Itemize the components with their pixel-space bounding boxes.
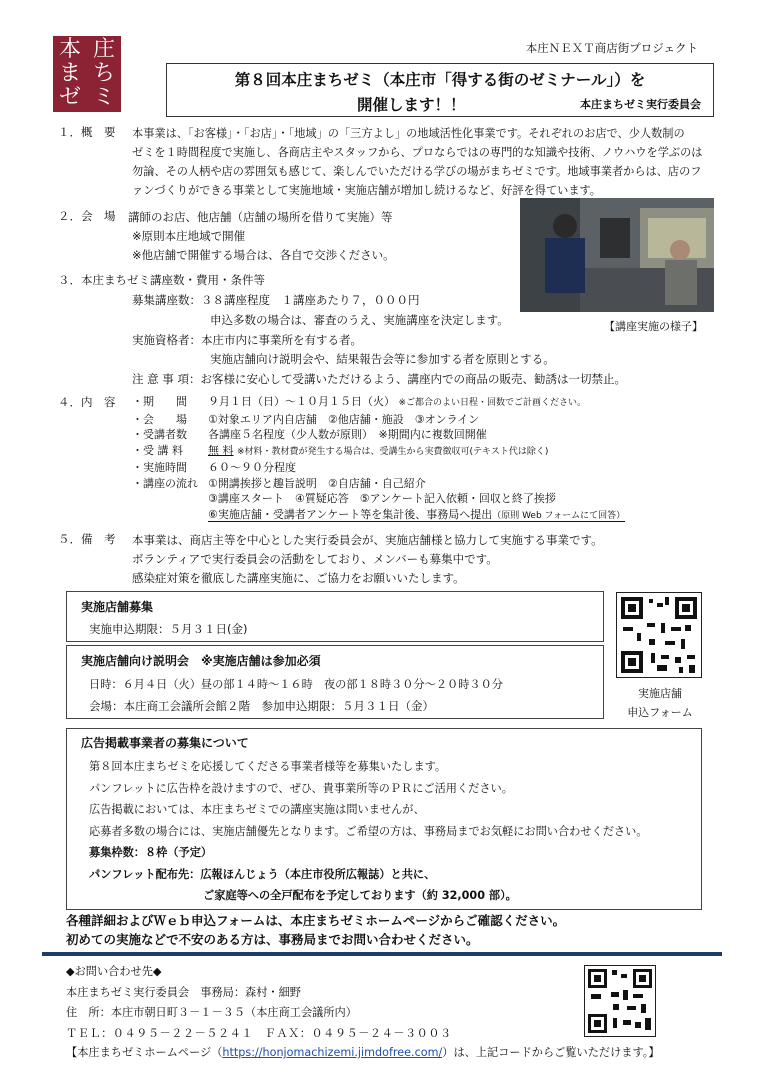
fee-value: 無 料 — [208, 443, 234, 457]
homepage-prefix: 【本庄まちゼミホームページ（ — [66, 1046, 223, 1059]
project-name: 本庄ＮＥＸＴ商店街プロジェクト — [525, 41, 698, 55]
section-1-line: ァンづくりができる事業として実施地域・実施店舗が増加し続けるなど、好評を得ています。 — [132, 184, 601, 197]
section-5-number: ５．備 考 — [58, 532, 116, 546]
section-1-line: 勿論、その人柄や店の雰囲気も感じて、楽しんでいただける学びの場がまちゼミです。地域事業者からは、店のフ — [132, 165, 702, 178]
section-3-line: 注 意 事 項：お客様に安心して受講いただけるよう、講座内での商品の販売、勧誘は一切禁止。 — [132, 372, 626, 386]
section-5-line: 本事業は、商店主等を中心とした実行委員会が、実施店舗様と協力して実施する事業です。 — [132, 533, 603, 547]
seminar-photo — [520, 198, 714, 312]
section-5-line: ボランティアで実行委員会の活動をしており、メンバーも募集中です。 — [132, 552, 498, 566]
section-1-number: １．概 要 — [58, 125, 116, 139]
homepage-suffix: ）は、上記コードからご覧いただけます。】 — [442, 1046, 660, 1059]
section-2-body — [128, 208, 395, 265]
ads-line: 広告掲載においては、本庄まちゼミでの講座実施は問いませんが、 — [89, 803, 425, 816]
period-note: ※ご都合のよい日程・回数でご計画ください。 — [398, 398, 587, 408]
contact-org: 本庄まちゼミ実行委員会 事務局：森村・細野 — [66, 985, 301, 999]
section-5-line: 感染症対策を徹底した講座実施に、ご協力をお願いいたします。 — [132, 571, 465, 585]
recruit-box — [66, 591, 604, 642]
logo-char: 本 — [58, 37, 81, 62]
qr-pattern — [617, 593, 701, 677]
ads-distribution-line2: ご家庭等への全戸配布を予定しております（約 32,000 部）。 — [203, 889, 517, 902]
ads-title: 広告掲載事業者の募集について — [81, 736, 249, 750]
qr-pattern — [585, 966, 655, 1036]
period-label: ・期 間 — [132, 395, 187, 408]
section-3-line: 申込多数の場合は、審査のうえ、実施講座を決定します。 — [210, 313, 509, 327]
briefing-title: 実施店舗向け説明会 ※実施店舗は参加必須 — [81, 654, 321, 668]
logo-char: ミ — [92, 85, 115, 110]
section-4-number: ４．内 容 — [58, 395, 116, 409]
time-label: ・実施時間 — [132, 461, 187, 474]
flow-label: ・講座の流れ — [132, 476, 198, 490]
ads-slots: 募集枠数：８枠（予定） — [89, 846, 213, 859]
ads-line: パンフレットに広告枠を設けますので、ぜひ、貴事業所等のＰＲにご活用ください。 — [89, 781, 513, 795]
notice — [66, 911, 565, 949]
section-2-number: ２．会 場 — [58, 209, 116, 223]
section-3-number: ３．本庄まちゼミ講座数・費用・条件等 — [58, 273, 265, 287]
page-title: 第８回本庄まちゼミ（本庄市「得する街のゼミナール」）を — [234, 71, 646, 89]
recruit-deadline: 実施申込期限：５月３１日(金) — [89, 622, 248, 636]
section-5-body — [132, 531, 603, 588]
photo-caption: 【講座実施の様子】 — [604, 320, 703, 333]
students-value: 各講座５名程度（少人数が原則） ※期間内に複数回開催 — [208, 428, 487, 441]
section-2-line: ※原則本庄地域で開催 — [132, 229, 246, 243]
section-4-body — [132, 394, 625, 524]
qr-caption-line: 申込フォーム — [627, 706, 693, 719]
section-2-line: ※他店舗で開催する場合は、各自で交渉ください。 — [132, 248, 395, 262]
venue-label: ・会 場 — [132, 412, 187, 426]
section-3-line: 実施資格者：本庄市内に事業所を有する者。 — [132, 333, 362, 347]
ads-distribution: パンフレット配布先：広報ほんじょう（本庄市役所広報誌）と共に、 — [89, 867, 436, 881]
seminar-photo-illustration — [520, 198, 714, 312]
ads-line: 第８回本庄まちゼミを応援してくださる事業者様等を募集いたします。 — [89, 760, 447, 773]
qr-caption-line: 実施店舗 — [638, 687, 682, 700]
time-value: ６０～９０分程度 — [208, 461, 296, 474]
logo-char: ま — [58, 61, 81, 86]
ads-body — [89, 756, 647, 907]
venue-value: ①対象エリア内自店舗 ②他店舗・施設 ③オンライン — [208, 412, 480, 426]
contact-address: 住 所：本庄市朝日町３－１－３５（本庄商工会議所内） — [66, 1006, 357, 1019]
flow-step-3-note: （原則 Web フォームにて回答） — [492, 510, 626, 521]
homepage-note — [66, 1044, 660, 1060]
students-label: ・受講者数 — [132, 428, 187, 441]
ads-line: 応募者多数の場合には、実施店舗優先となります。ご希望の方は、事務局までお気軽にお問い合わせください。 — [89, 824, 648, 838]
divider — [42, 952, 722, 956]
contact-heading: ◆お問い合わせ先◆ — [66, 965, 162, 978]
section-1-line: ゼミを１時間程度で実施し、各商店主やスタッフから、プロならではの専門的な知識や技術、ノウハウを学ぶのは — [132, 146, 703, 159]
section-3-line: 実施店舗向け説明会や、結果報告会等に参加する者を原則とする。 — [210, 352, 555, 366]
briefing-place: 会場：本庄商工会議所会館２階 参加申込期限：５月３１日（金） — [89, 699, 434, 713]
page-title-line2: 開催します！！ — [357, 96, 466, 114]
section-3-line: 募集講座数：３８講座程度 １講座あたり７，０００円 — [132, 293, 420, 307]
title-box — [166, 63, 714, 117]
flow-step-1: ①開講挨拶と趣旨説明 ②自店舗・自己紹介 — [208, 476, 426, 490]
fee-label: ・受 講 料 — [132, 443, 183, 457]
notice-line: 初めての実施などで不安のある方は、事務局までお問い合わせください。 — [66, 932, 479, 947]
contact-block — [66, 962, 452, 1044]
section-1-body — [132, 124, 722, 200]
ads-box — [66, 728, 702, 910]
notice-line: 各種詳細およびＷｅｂ申込フォームは、本庄まちゼミホームページからご確認ください。 — [66, 913, 566, 928]
homepage-link[interactable]: https://honjomachizemi.jimdofree.com/ — [222, 1046, 443, 1059]
period-value: ９月１日（日）～１０月１５日（火） — [208, 395, 395, 408]
homepage-qr-code[interactable] — [584, 965, 656, 1037]
recruit-title: 実施店舗募集 — [81, 600, 154, 614]
briefing-box — [66, 645, 604, 719]
application-form-qr-code[interactable] — [616, 592, 702, 678]
logo-char: ゼ — [58, 85, 81, 110]
logo-char: 庄 — [92, 37, 115, 62]
briefing-date: 日時：６月４日（火）昼の部１４時～１６時 夜の部１８時３０分～２０時３０分 — [89, 678, 503, 691]
fee-note: ※材料・教材費が発生する場合は、受講生から実費徴収可(テキスト代は除く) — [237, 446, 549, 457]
flow-step-2: ③講座スタート ④質疑応答 ⑤アンケート記入依頼・回収と終了挨拶 — [208, 492, 556, 505]
logo-char: ち — [92, 61, 115, 86]
section-1-line: 本事業は、「お客様」・「お店」・「地域」の「三方よし」の地域活性化事業です。それぞれのお店で、少人数制の — [132, 127, 685, 140]
committee-name: 本庄まちゼミ実行委員会 — [580, 98, 701, 111]
flow-step-3: ⑥実施店舗・受講者アンケート等を集計後、事務局へ提出 — [208, 507, 493, 521]
logo — [53, 36, 121, 112]
section-2-line: 講師のお店、他店舗（店舗の場所を借りて実施）等 — [128, 210, 393, 224]
contact-phone: ＴＥＬ：０４９５－２２－５２４１ ＦＡＸ：０４９５－２４－３００３ — [66, 1026, 452, 1040]
qr-caption — [626, 684, 694, 722]
